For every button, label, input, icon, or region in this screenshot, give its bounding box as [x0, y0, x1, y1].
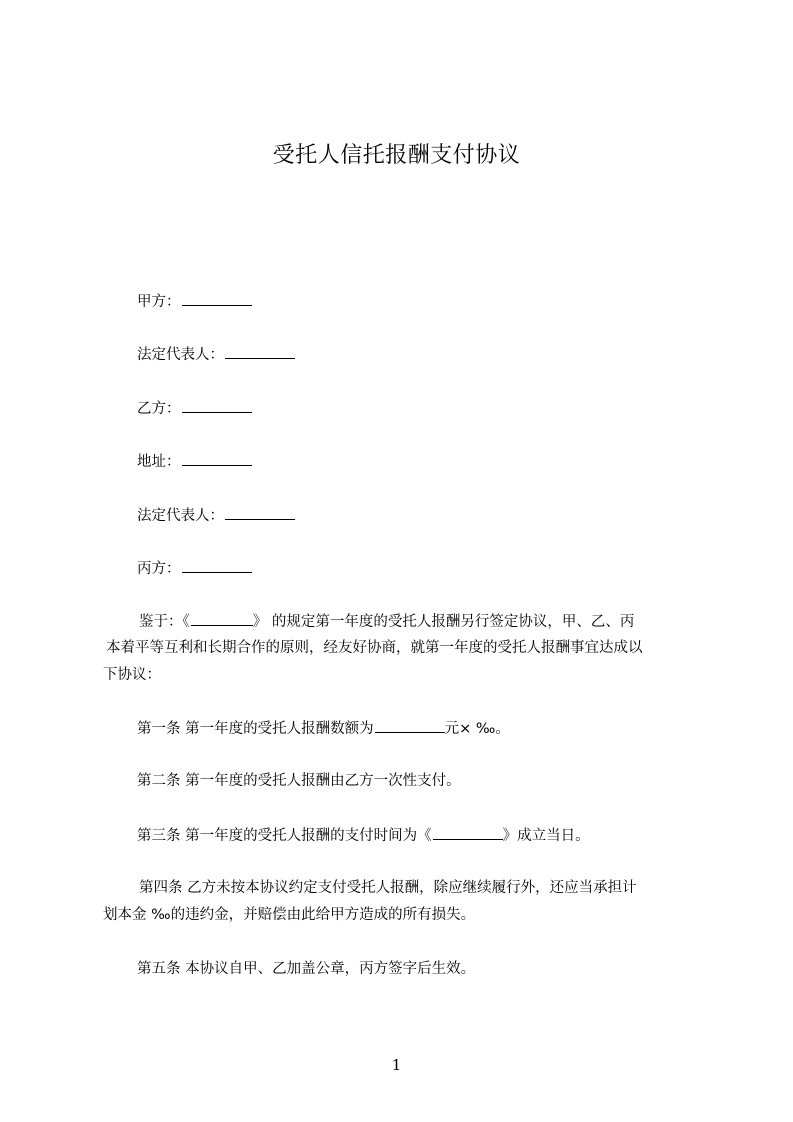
- preamble-line-2: 本着平等互利和长期合作的原则，经友好协商，就第一年度的受托人报酬事宜达成以: [106, 640, 643, 656]
- article-1-blank: [375, 718, 445, 733]
- page-number: 1: [391, 1056, 402, 1074]
- party-a-blank: [182, 291, 252, 306]
- legal-rep-a-line: [137, 344, 295, 365]
- preamble-prefix: 鉴于：《: [139, 614, 190, 630]
- document-title: 受托人信托报酬支付协议: [272, 143, 521, 168]
- address-line: [137, 451, 252, 472]
- article-1-suffix: 元× ‰。: [444, 721, 510, 737]
- article-2: 第二条 第一年度的受托人报酬由乙方一次性支付。: [137, 773, 461, 789]
- preamble-line-3: 下协议：: [103, 667, 161, 683]
- preamble-line-1: [139, 611, 634, 632]
- legal-rep-a-blank: [225, 344, 295, 359]
- article-3-blank: [433, 825, 503, 840]
- party-c-blank: [182, 558, 252, 573]
- party-a-line: [137, 291, 252, 312]
- legal-rep-b-blank: [225, 505, 295, 520]
- article-3-prefix: 第三条 第一年度的受托人报酬的支付时间为《: [137, 828, 432, 844]
- legal-rep-b-line: [137, 505, 295, 526]
- party-b-blank: [182, 398, 252, 413]
- article-3: [137, 825, 590, 846]
- article-1-prefix: 第一条 第一年度的受托人报酬数额为: [137, 721, 374, 737]
- legal-rep-b-label: 法定代表人：: [137, 508, 224, 524]
- party-b-line: [137, 398, 252, 419]
- article-5: 第五条 本协议自甲、乙加盖公章，丙方签字后生效。: [137, 961, 476, 977]
- article-4-line-1: 第四条 乙方未按本协议约定支付受托人报酬，除应继续履行外，还应当承担计: [139, 880, 637, 896]
- party-b-label: 乙方：: [137, 401, 181, 417]
- article-4-line-2: 划本金 ‰的违约金，并赔偿由此给甲方造成的所有损失。: [103, 907, 476, 923]
- preamble-line1-suffix: 》 的规定第一年度的受托人报酬另行签定协议，甲、乙、丙: [252, 614, 635, 630]
- address-label: 地址：: [137, 454, 181, 470]
- article-3-suffix: 》成立当日。: [502, 828, 590, 844]
- party-a-label: 甲方：: [137, 294, 181, 310]
- party-c-label: 丙方：: [137, 561, 181, 577]
- address-blank: [182, 451, 252, 466]
- preamble-blank: [191, 611, 253, 626]
- legal-rep-a-label: 法定代表人：: [137, 347, 224, 363]
- article-1: [137, 718, 510, 739]
- party-c-line: [137, 558, 252, 579]
